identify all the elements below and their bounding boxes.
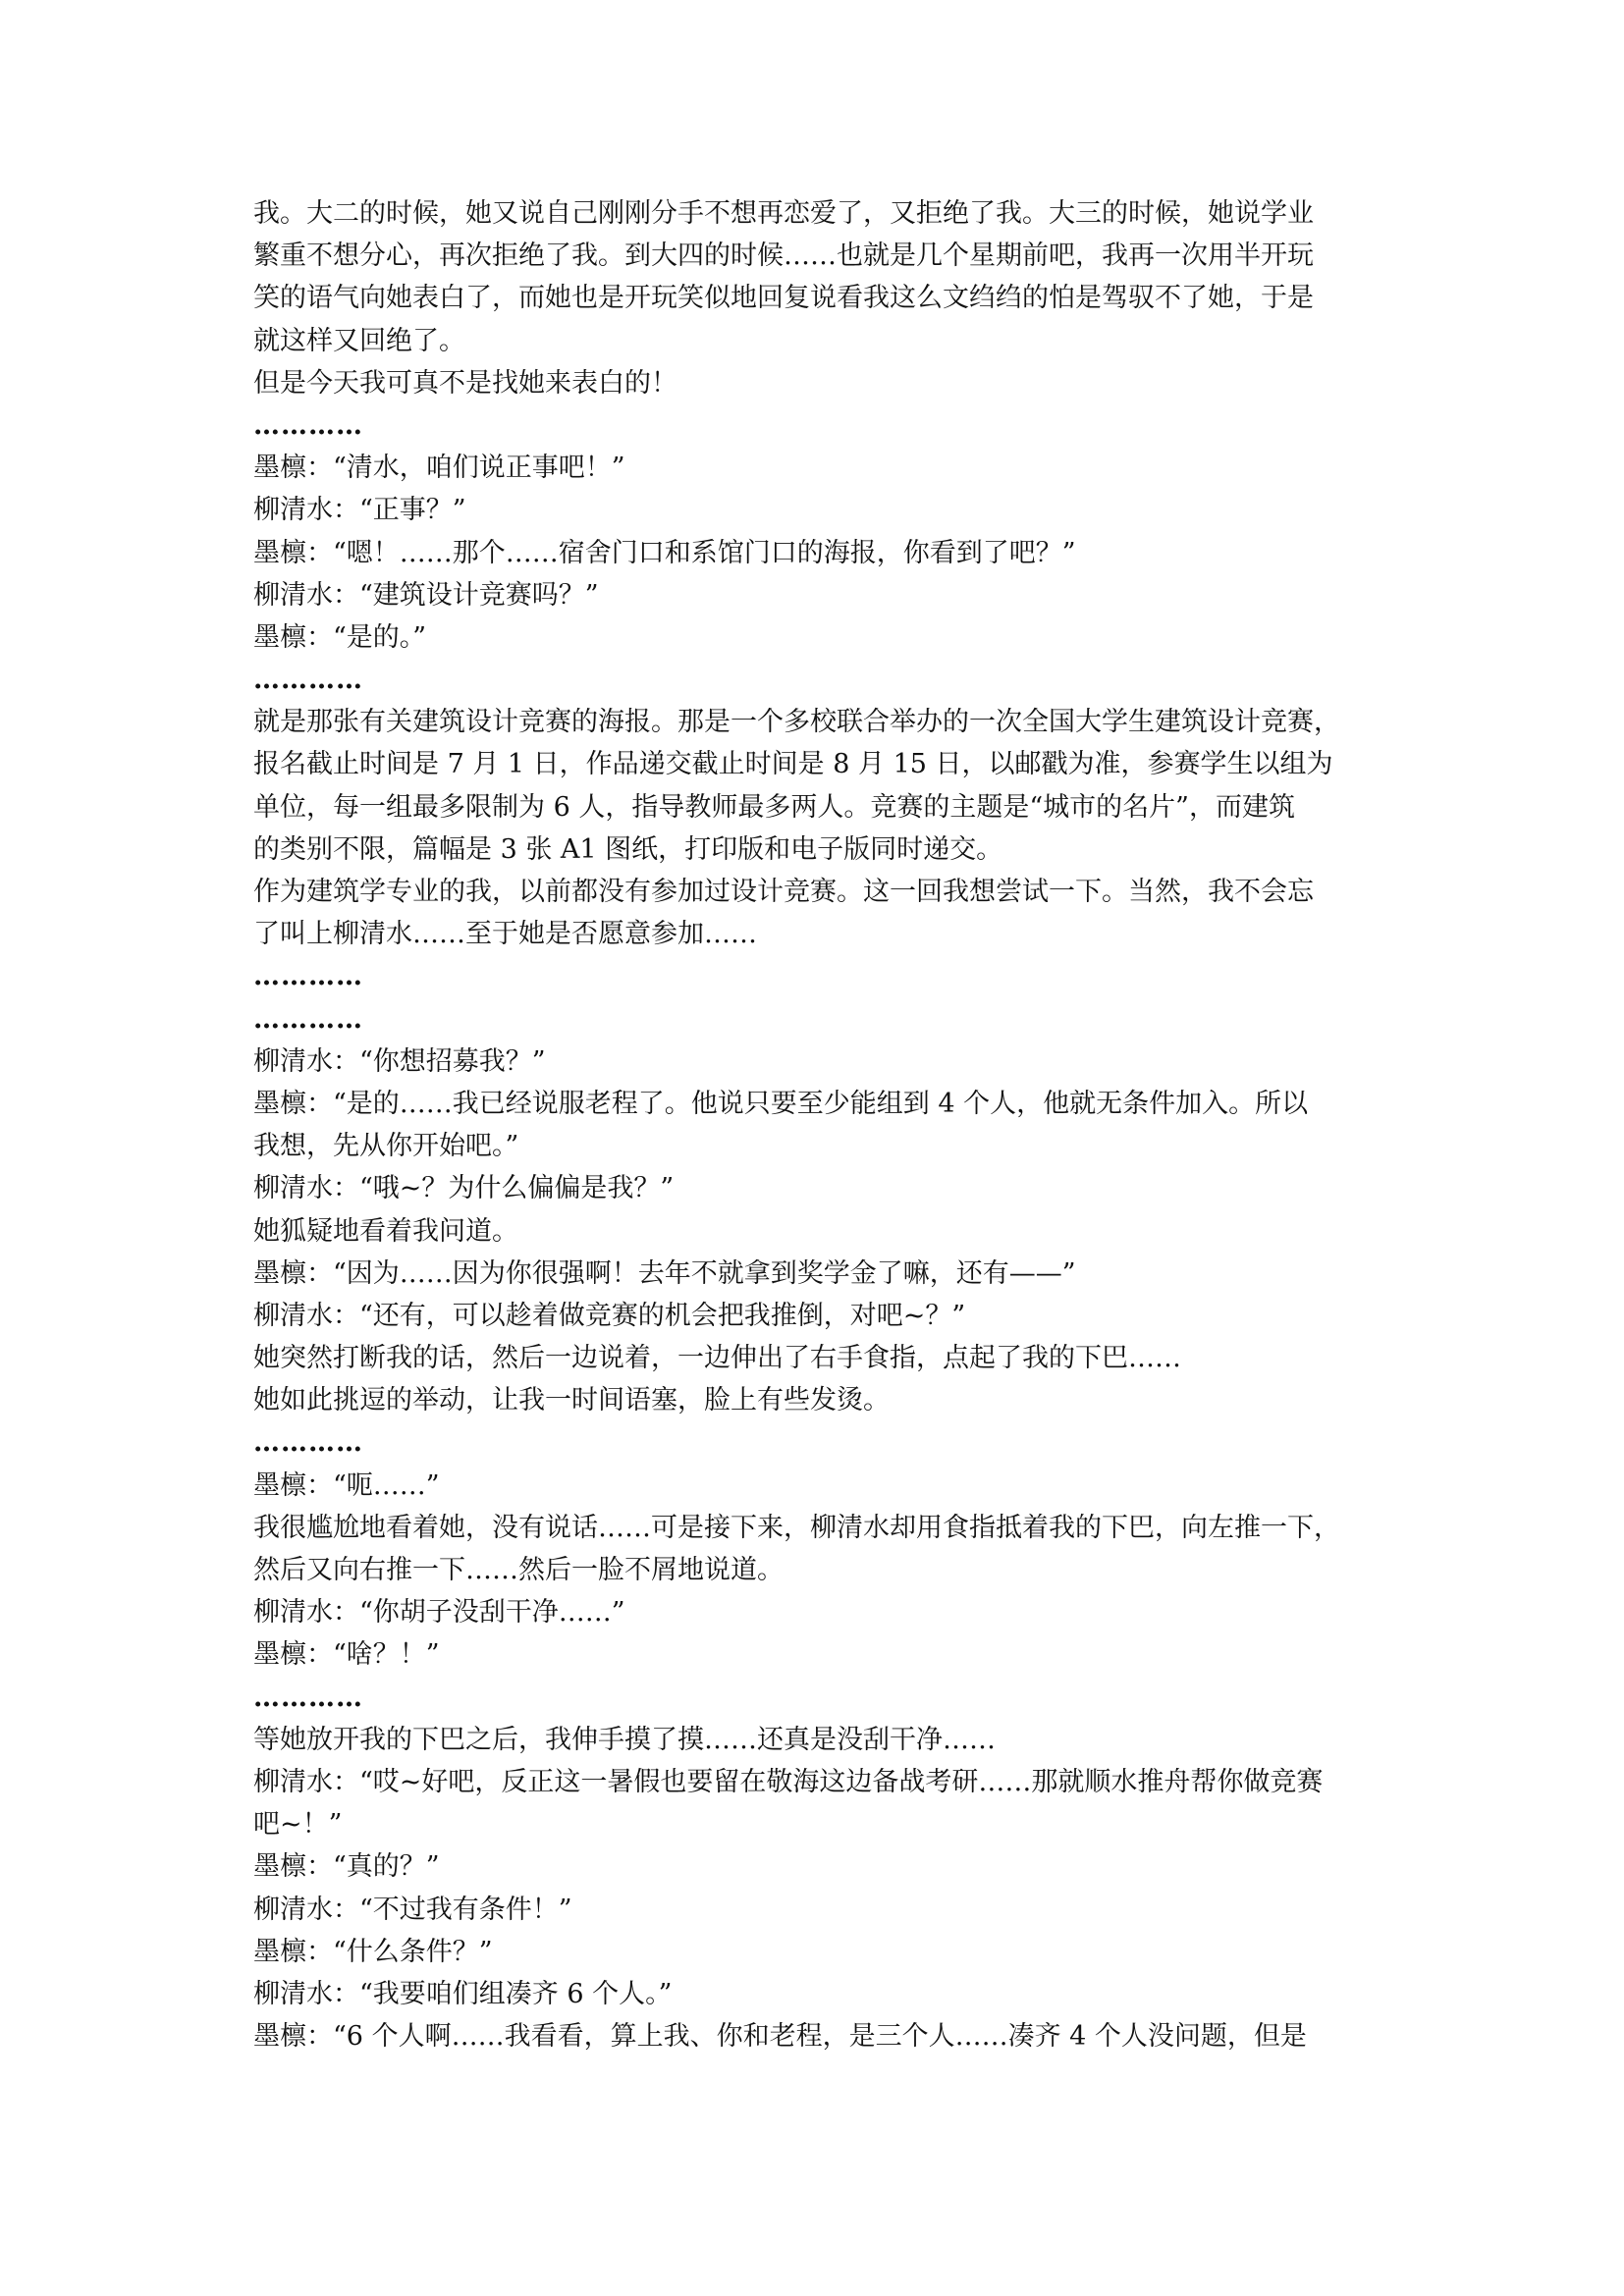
text-line: 单位，每一组最多限制为 6 人，指导教师最多两人。竞赛的主题是“城市的名片”，而建筑 [253, 791, 1295, 823]
dialogue-line: 吧~！” [253, 1809, 343, 1841]
dialogue-line: 墨檩：“6 个人啊……我看看，算上我、你和老程，是三个人……凑齐 4 个人没问题，但是 [253, 2021, 1307, 2053]
dialogue-line: 墨檩：“什么条件？” [253, 1936, 493, 1967]
text-line: 等她放开我的下巴之后，我伸手摸了摸……还真是没刮干净…… [253, 1724, 996, 1755]
dialogue-line: 柳清水：“我要咱们组凑齐 6 个人。” [253, 1978, 673, 2009]
dialogue-line: 柳清水：“不过我有条件！” [253, 1894, 572, 1925]
text-line: 的类别不限，篇幅是 3 张 A1 图纸，打印版和电子版同时递交。 [253, 833, 1003, 865]
dialogue-line: 墨檩：“是的。” [253, 621, 427, 653]
document-body [253, 192, 1387, 2057]
ellipsis-separator: ………… [253, 1003, 363, 1035]
dialogue-line: 柳清水：“正事？” [253, 495, 466, 526]
text-line: 笑的语气向她表白了，而她也是开玩笑似地回复说看我这么文绉绉的怕是驾驭不了她，于是 [253, 283, 1314, 314]
text-line: 我。大二的时候，她又说自己刚刚分手不想再恋爱了，又拒绝了我。大三的时候，她说学业 [253, 198, 1314, 229]
dialogue-line: 柳清水：“你胡子没刮干净……” [253, 1597, 625, 1629]
dialogue-line: 墨檩：“嗯！……那个……宿舍门口和系馆门口的海报，你看到了吧？” [253, 537, 1076, 568]
dialogue-line: 柳清水：“建筑设计竞赛吗？” [253, 579, 599, 611]
ellipsis-separator: ………… [253, 409, 363, 441]
text-line: 作为建筑学专业的我，以前都没有参加过设计竞赛。这一回我想尝试一下。当然，我不会忘 [253, 877, 1314, 907]
text-line: 就是那张有关建筑设计竞赛的海报。那是一个多校联合举办的一次全国大学生建筑设计竞赛， [253, 707, 1340, 738]
ellipsis-separator: ………… [253, 665, 363, 696]
dialogue-line: 墨檩：“是的……我已经说服老程了。他说只要至少能组到 4 个人，他就无条件加入。所以 [253, 1088, 1309, 1119]
dialogue-line: 墨檩：“真的？” [253, 1851, 440, 1883]
dialogue-line: 柳清水：“哎~好吧，反正这一暑假也要留在敬海这边备战考研……那就顺水推舟帮你做竞赛 [253, 1766, 1324, 1797]
ellipsis-separator: ………… [253, 961, 363, 992]
text-line: 我很尴尬地看着她，没有说话……可是接下来，柳清水却用食指抵着我的下巴，向左推一下， [253, 1512, 1340, 1543]
dialogue-line: 柳清水：“还有，可以趁着做竞赛的机会把我推倒，对吧~？” [253, 1300, 966, 1331]
dialogue-line: 柳清水：“你想招募我？” [253, 1045, 546, 1077]
dialogue-line: 墨檩：“呃……” [253, 1469, 440, 1501]
ellipsis-separator: ………… [253, 1427, 363, 1459]
dialogue-line: 墨檩：“因为……因为你很强啊！去年不就拿到奖学金了嘛，还有——” [253, 1257, 1076, 1289]
dialogue-line: 墨檩：“清水，咱们说正事吧！” [253, 453, 625, 484]
ellipsis-separator: ………… [253, 1682, 363, 1713]
text-line: 报名截止时间是 7 月 1 日，作品递交截止时间是 8 月 15 日，以邮戳为准，参赛学生以组为 [253, 749, 1333, 780]
text-line: 她狐疑地看着我问道。 [253, 1215, 518, 1247]
text-line: 然后又向右推一下……然后一脸不屑地说道。 [253, 1555, 784, 1585]
dialogue-line: 柳清水：“哦~？为什么偏偏是我？” [253, 1173, 675, 1204]
dialogue-line: 我想，先从你开始吧。” [253, 1131, 519, 1162]
text-line: 她突然打断我的话，然后一边说着，一边伸出了右手食指，点起了我的下巴…… [253, 1343, 1181, 1374]
text-line: 但是今天我可真不是找她来表白的！ [253, 367, 677, 399]
text-line: 了叫上柳清水……至于她是否愿意参加…… [253, 919, 757, 950]
text-line: 就这样又回绝了。 [253, 325, 465, 356]
text-line: 繁重不想分心，再次拒绝了我。到大四的时候……也就是几个星期前吧，我再一次用半开玩 [253, 240, 1314, 272]
text-line: 她如此挑逗的举动，让我一时间语塞，脸上有些发烫。 [253, 1385, 890, 1416]
dialogue-line: 墨檩：“啥？！” [253, 1639, 440, 1671]
